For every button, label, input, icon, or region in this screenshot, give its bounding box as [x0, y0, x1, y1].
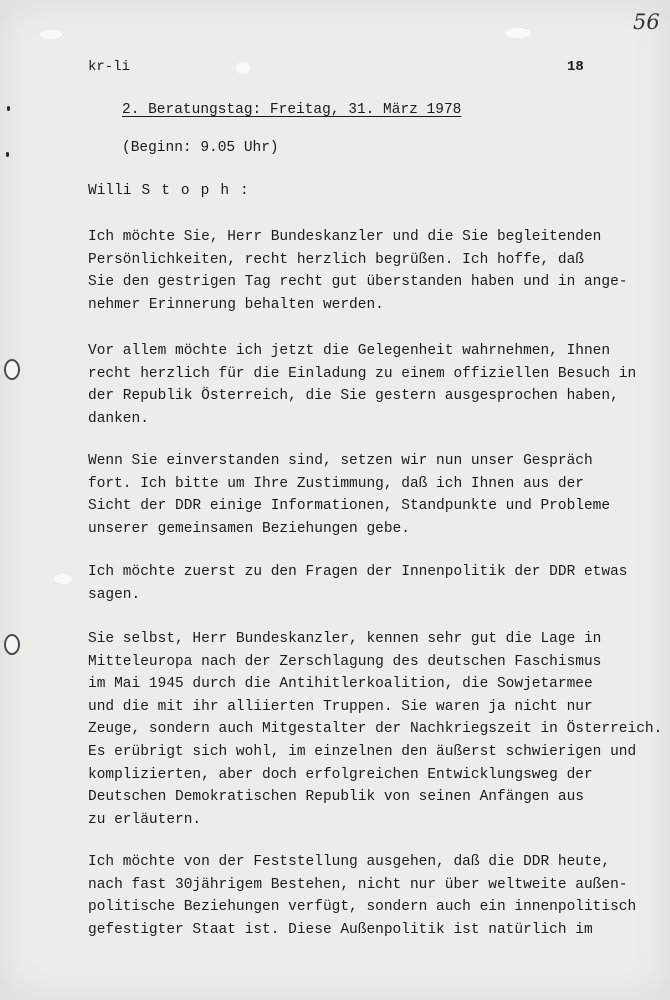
scan-speck — [236, 62, 250, 74]
text-line: Ich möchte von der Feststellung ausgehen, daß die DDR heute, — [88, 854, 611, 870]
text-line: Sie den gestrigen Tag recht gut überstanden haben und in ange- — [88, 274, 628, 291]
paragraph-domestic-policy — [88, 561, 648, 606]
scan-speck — [505, 28, 531, 38]
text-line: Sicht der DDR einige Informationen, Standpunkte und Probleme — [88, 498, 611, 515]
scan-mark — [7, 106, 10, 111]
text-line: komplizierten, aber doch erfolgreichen Entwicklungsweg der — [88, 766, 593, 783]
paragraph-greeting — [88, 226, 648, 316]
punch-hole — [4, 634, 20, 655]
text-line: Zeuge, sondern auch Mitgestalter der Nachkriegszeit in Österreich. — [88, 721, 663, 738]
paragraph-continue — [88, 450, 648, 540]
speaker-first-name: Willi — [88, 183, 132, 199]
reference-code: kr-li — [88, 59, 131, 75]
session-start-time: (Beginn: 9.05 Uhr) — [122, 140, 279, 156]
archive-page-number: 56 — [633, 10, 660, 34]
session-title: 2. Beratungstag: Freitag, 31. März 1978 — [122, 102, 462, 118]
text-line: Es erübrigt sich wohl, im einzelnen den äußerst schwierigen und — [88, 743, 637, 760]
text-line: danken. — [88, 410, 149, 427]
scan-speck — [54, 574, 72, 584]
text-line: im Mai 1945 durch die Antihitlerkoalition, die Sowjetarmee — [88, 676, 593, 693]
paragraph-history — [88, 628, 663, 831]
text-line: Ich möchte Sie, Herr Bundeskanzler und die Sie begleitenden — [88, 229, 602, 245]
text-line: fort. Ich bitte um Ihre Zustimmung, daß ich Ihnen aus der — [88, 475, 584, 492]
scan-speck — [40, 30, 62, 39]
text-line: Mitteleuropa nach der Zerschlagung des deutschen Faschismus — [88, 653, 602, 670]
text-line: nach fast 30jährigem Bestehen, nicht nur über weltweite außen- — [88, 876, 628, 893]
text-line: und die mit ihr alliierten Truppen. Sie waren ja nicht nur — [88, 698, 593, 715]
text-line: politische Beziehungen verfügt, sondern auch ein innenpolitisch — [88, 899, 637, 916]
text-line: Vor allem möchte ich jetzt die Gelegenheit wahrnehmen, Ihnen — [88, 343, 611, 359]
speaker-last-name: Stoph: — [141, 183, 260, 199]
text-line: recht herzlich für die Einladung zu einem offiziellen Besuch in — [88, 365, 637, 382]
text-line: Wenn Sie einverstanden sind, setzen wir nun unser Gespräch — [88, 453, 593, 469]
speaker-name — [88, 183, 260, 199]
text-line: der Republik Österreich, die Sie gestern ausgesprochen haben, — [88, 388, 619, 405]
punch-hole — [4, 359, 20, 380]
page-number: 18 — [567, 59, 584, 75]
text-line: unserer gemeinsamen Beziehungen gebe. — [88, 520, 410, 537]
text-line: Ich möchte zuerst zu den Fragen der Innenpolitik der DDR etwas — [88, 564, 628, 580]
text-line: zu erläutern. — [88, 811, 202, 828]
paragraph-invitation — [88, 340, 648, 430]
text-line: Sie selbst, Herr Bundeskanzler, kennen sehr gut die Lage in — [88, 631, 602, 647]
text-line: gefestigter Staat ist. Diese Außenpolitik ist natürlich im — [88, 921, 593, 938]
paragraph-foreign-policy — [88, 851, 648, 941]
scan-mark — [6, 152, 9, 157]
text-line: nehmer Erinnerung behalten werden. — [88, 296, 384, 313]
text-line: sagen. — [88, 586, 141, 603]
text-line: Persönlichkeiten, recht herzlich begrüßen. Ich hoffe, daß — [88, 251, 584, 268]
text-line: Deutschen Demokratischen Republik von seinen Anfängen aus — [88, 789, 584, 806]
